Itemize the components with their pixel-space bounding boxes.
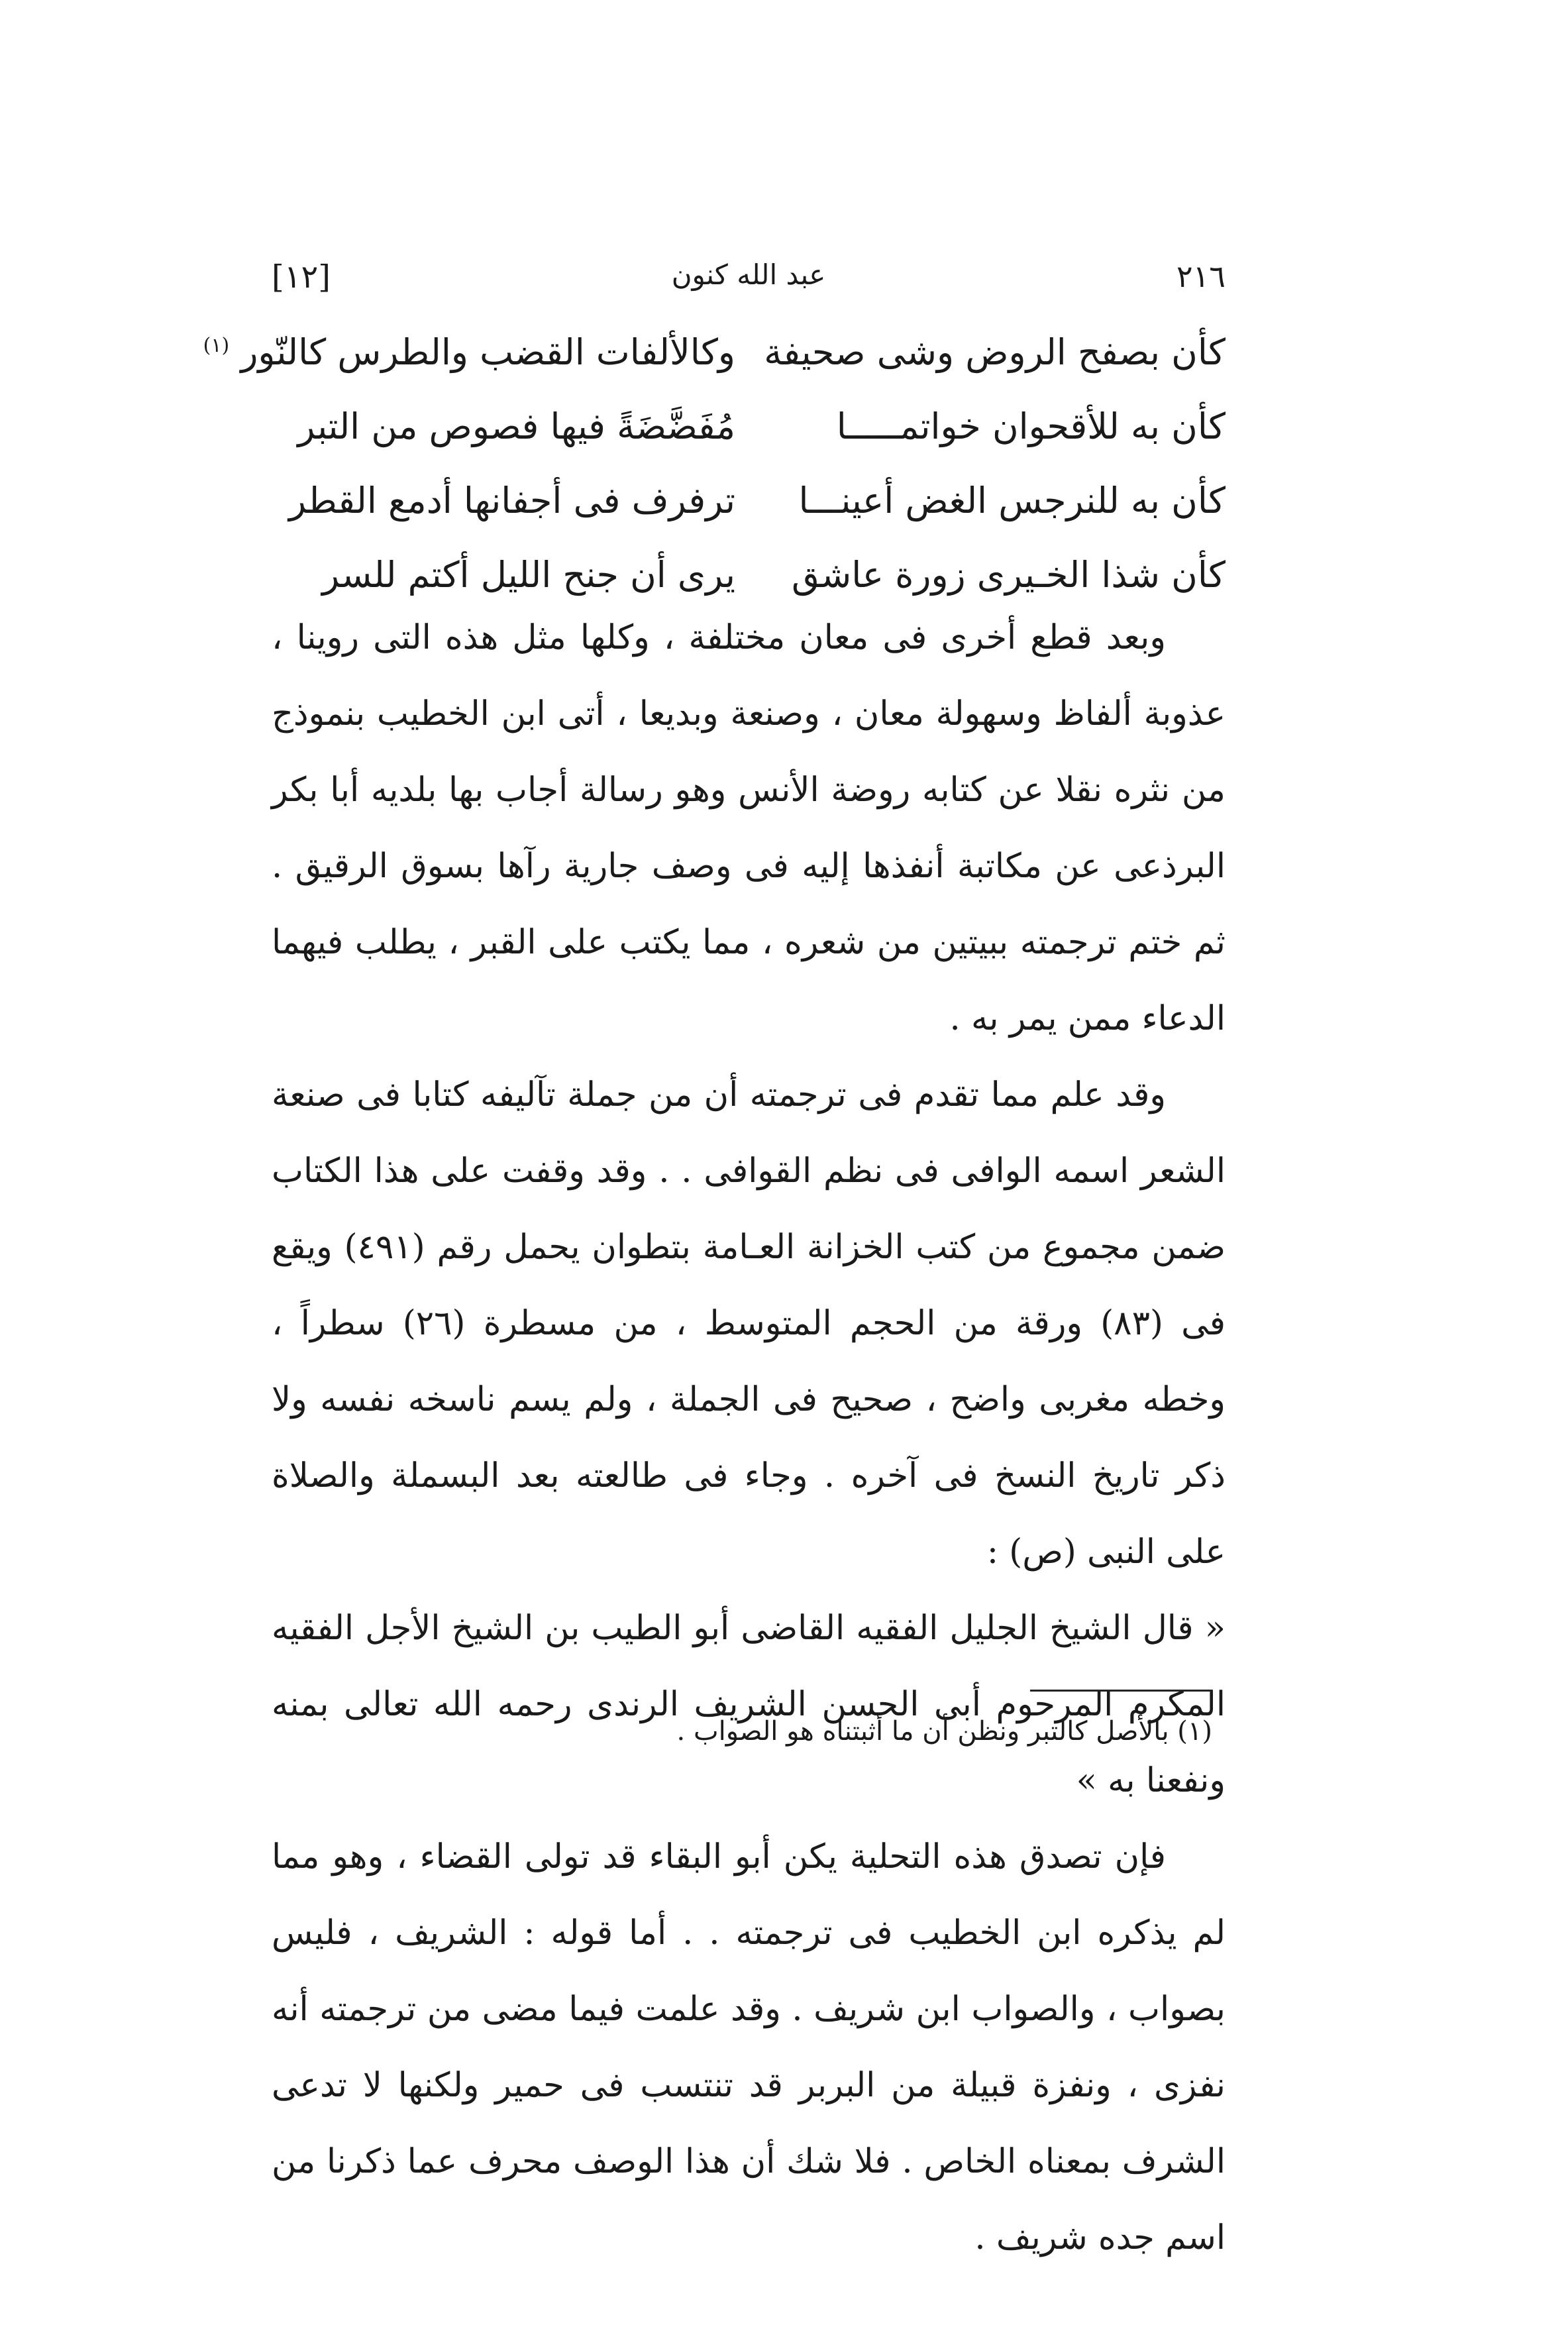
- page-header: [272, 258, 1226, 318]
- section-number: [١٢]: [272, 258, 331, 296]
- verse-second-hemistich: مُفَضَّضَةً فيها فصوص من التبر: [297, 406, 735, 447]
- quotation-paragraph: « قال الشيخ الجليل الفقيه القاضى أبو الطيب بن الشيخ الأجل الفقيه المكرم المرحوم أبى الحسن الشريف الرندى رحمه الله تعالى بمنه ونفعنا به »: [272, 1609, 1226, 1800]
- verse-second-text: وكالألفات القضب والطرس كالنّور: [240, 331, 735, 373]
- poem-verse: [272, 480, 1226, 554]
- verse-first-hemistich: كأن به للأقحوان خواتمـــــا: [836, 406, 1226, 447]
- poem-block: [203, 331, 1226, 628]
- page-number: ٢١٦: [1176, 258, 1226, 294]
- paragraph: فإن تصدق هذه التحلية يكن أبو البقاء قد تولى القضاء ، وهو مما لم يذكره ابن الخطيب فى ترجمته . . أما قوله : الشريف ، فليس بصواب ، والصواب ابن شريف . وقد علمت فيما مضى من ترجمته أنه نفزى ، ونفزة قبيلة من البربر قد تنتسب فى حمير ولكنها لا تدعى الشرف بمعناه الخاص . فلا شك أن هذا الوصف محرف عما ذكرنا من اسم جده شريف .: [272, 1837, 1226, 2257]
- verse-first-hemistich: كأن بصفح الروض وشى صحيفة: [764, 331, 1226, 373]
- verse-second-hemistich: [203, 331, 735, 373]
- verse-first-hemistich: كأن به للنرجس الغض أعينـــا: [798, 480, 1226, 521]
- verse-first-hemistich: كأن شذا الخـيرى زورة عاشق: [791, 554, 1226, 596]
- paragraph: وقد علم مما تقدم فى ترجمته أن من جملة تآليفه كتابا فى صنعة الشعر اسمه الوافى فى نظم القوافى . . وقد وقفت على هذا الكتاب ضمن مجموع من كتب الخزانة العـامة بتطوان يحمل رقم (٤٩١) ويقع فى (٨٣) ورقة من الحجم المتوسط ، من مسطرة (٢٦) سطراً ، وخطه مغربى واضح ، صحيح فى الجملة ، ولم يسم ناسخه نفسه ولا ذكر تاريخ النسخ فى آخره . وجاء فى طالعته بعد البسملة والصلاة على النبى (ص) :: [272, 1075, 1226, 1572]
- footnote-marker: (١): [203, 334, 230, 357]
- poem-verse: [272, 406, 1226, 480]
- poem-verse: [203, 331, 1226, 406]
- paragraph: وبعد قطع أخرى فى معان مختلفة ، وكلها مثل هذه التى روينا ، عذوبة ألفاظ وسهولة معان ، وصنعة وبديعا ، أتى ابن الخطيب بنموذج من نثره نقلا عن كتابه روضة الأنس وهو رسالة أجاب بها بلديه أبا بكر البرذعى عن مكاتبة أنفذها إليه فى وصف جارية رآها بسوق الرقيق . ثم ختم ترجمته ببيتين من شعره ، مما يكتب على القبر ، يطلب فيهما الدعاء ممن يمر به .: [272, 618, 1226, 1038]
- footnote-separator: [1030, 1690, 1212, 1692]
- verse-second-hemistich: يرى أن جنح الليل أكتم للسر: [322, 554, 735, 596]
- running-title-author: عبد الله كنون: [671, 258, 826, 291]
- footnote: (١) بالأصل كالتبر ونظن أن ما أثبتناه هو الصواب .: [676, 1716, 1212, 1747]
- body-text: [272, 600, 1226, 2276]
- verse-second-hemistich: ترفرف فى أجفانها أدمع القطر: [289, 480, 735, 521]
